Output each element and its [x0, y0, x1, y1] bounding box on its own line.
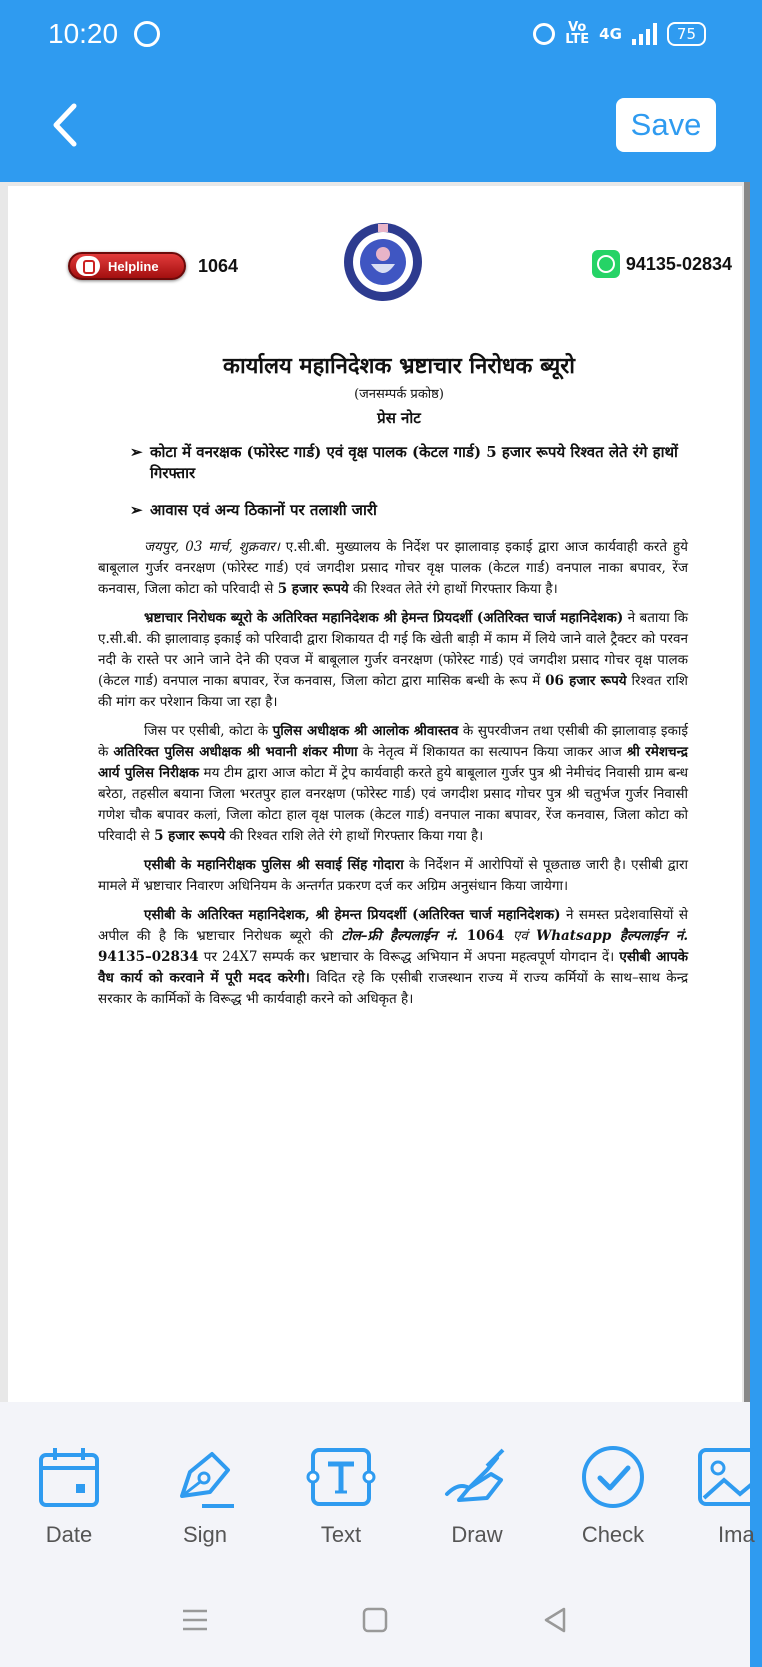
- headline-text: आवास एवं अन्य ठिकानों पर तलाशी जारी: [150, 501, 377, 519]
- p4-ig: एसीबी के महानिरीक्षक पुलिस श्री सवाई सिंह गोदारा: [144, 857, 404, 873]
- phone-icon: [76, 256, 100, 276]
- signal-bars-icon: [632, 23, 657, 45]
- app-header: [0, 0, 750, 182]
- dateline: जयपुर, 03 मार्च, शुक्रवार।: [144, 539, 280, 555]
- p5-text-a: ने समस्त प्रदेशवासियों से अपील की है कि भ्रष्टाचार निरोधक ब्यूरो की: [98, 907, 688, 944]
- p2-text: ने बताया कि ए.सी.बी. की झालावाड़ इकाई को परिवादी द्वारा शिकायत दी गई कि खेती बाड़ी में काम में लिये जाने वाले ट्रैक्टर को परवन नदी के रास्ते पर आने जाने देने की एवज में बाबूलाल गुर्जर वनरक्षण (फोरेस्ट गार्ड) एवं जगदीश प्रसाद गोचर वृक्ष पालक (केटल गार्ड) वनपाल नाका बपावर, रेंज कनवास, जिला कोटा द्वारा मासिक बन्धी के रूप में: [98, 610, 688, 689]
- status-indicators: [533, 22, 706, 46]
- text-tool-label: Text: [320, 1522, 362, 1547]
- p3-text-c: के नेतृत्व में शिकायत का सत्यापन किया जाकर आज: [357, 744, 627, 760]
- status-bar: [48, 14, 706, 54]
- check-circle-icon: [580, 1444, 646, 1510]
- office-subtitle: (जनसम्पर्क प्रकोष्ठ): [354, 387, 444, 402]
- whatsapp-label: Whatsapp हैल्पलाईन नं.: [536, 928, 689, 944]
- drawing-hand-icon: [439, 1444, 515, 1510]
- chevron-left-icon: [44, 100, 88, 150]
- paragraph-4: [98, 855, 688, 897]
- p1-text-end: की रिश्वत लेते रंगे हाथों गिरफ्तार किया है।: [348, 581, 558, 597]
- whatsapp-block: [592, 250, 732, 278]
- p3-sp: पुलिस अधीक्षक श्री आलोक श्रीवास्तव: [272, 723, 459, 739]
- headline-bullets: [130, 442, 688, 521]
- p2-text-end: रिश्वत राशि की मांग कर परेशान किया जा रहा है।: [98, 673, 688, 710]
- p5-adg: एसीबी के अतिरिक्त महानिदेशक, श्री हेमन्त प्रियदर्शी (अतिरिक्त चार्ज महानिदेशक): [144, 907, 561, 923]
- image-tool[interactable]: [690, 1444, 755, 1548]
- document-viewport[interactable]: [0, 182, 750, 1402]
- p3-text-b: के सुपरवीजन तथा एसीबी की झालावाड़ इकाई के: [98, 723, 688, 760]
- p1-text: ए.सी.बी. मुख्यालय के निर्देश पर झालावाड़ इकाई द्वारा आज कार्यवाही करते हुये बाबूलाल गुर्जर वनरक्षण (फोरेस्ट गार्ड) एवं जगदीश प्रसाद गोचर वृक्ष पालक (केटल गार्ड) वनपाल नाका बपावर, रेंज कनवास, जिला कोटा को परिवादी से: [98, 539, 688, 597]
- status-time: 10:20: [48, 18, 119, 49]
- p5-text-b: पर 24X7 सम्पर्क कर भ्रष्टाचार के विरूद्ध अभियान में अपना महत्वपूर्ण योगदान दें।: [198, 949, 620, 965]
- volte-bottom: LTE: [565, 32, 590, 47]
- menu-icon[interactable]: [180, 1605, 210, 1635]
- helpline-block: [68, 252, 238, 280]
- headline-bullet: [130, 500, 688, 521]
- p2-amount: 06 हजार रूपये: [545, 673, 627, 689]
- p3-amount: 5 हजार रूपये: [154, 828, 226, 844]
- p5-text-c: विदित रहे कि एसीबी राजस्थान राज्य में राज्य कर्मियों के साथ–साथ केन्द्र सरकार के कार्मिकों के विरूद्ध भी कार्यवाही करने को अधिकृत है।: [98, 970, 688, 1007]
- headline-bullet: [130, 442, 688, 484]
- paragraph-3: [98, 721, 688, 847]
- p3-text-e: की रिश्वत राशि लेते रंगे हाथों गिरफ्तार किया गया है।: [225, 828, 484, 844]
- tollfree-number: 1064: [458, 928, 513, 944]
- page-edge: [744, 182, 750, 1402]
- p3-text-a: जिस पर एसीबी, कोटा के: [144, 723, 273, 739]
- edit-toolbar: [0, 1402, 755, 1667]
- p3-inspector: श्री रमेशचन्द्र आर्य पुलिस निरीक्षक: [98, 744, 688, 781]
- headline-text: कोटा में वनरक्षक (फोरेस्ट गार्ड) एवं वृक्ष पालक (केटल गार्ड) 5 हजार रूपये रिश्वत लेते रंगे हाथों गिरफ्तार: [150, 443, 678, 482]
- p2-official: भ्रष्टाचार निरोधक ब्यूरो के अतिरिक्त महानिदेशक श्री हेमन्त प्रियदर्शी (अतिरिक्त चार्ज महानिदेशक): [144, 610, 624, 626]
- helpline-badge: [68, 252, 186, 280]
- text-tool[interactable]: [286, 1444, 396, 1548]
- draw-tool-label: Draw: [451, 1522, 503, 1547]
- volte-indicator: [565, 22, 589, 46]
- draw-tool[interactable]: [422, 1444, 532, 1548]
- sign-tool[interactable]: [150, 1444, 260, 1548]
- alarm-icon: [533, 23, 555, 45]
- pen-nib-icon: [172, 1444, 238, 1510]
- whatsapp-notification-icon: [134, 21, 160, 47]
- sign-tool-label: Sign: [182, 1522, 228, 1547]
- back-triangle-icon[interactable]: [540, 1605, 570, 1635]
- p3-asp: अतिरिक्त पुलिस अधीक्षक श्री भवानी शंकर मीणा: [113, 744, 358, 760]
- network-type: 4G: [599, 25, 622, 43]
- whatsapp-helpline-number: 94135–02834: [98, 949, 199, 965]
- p5-assurance: एसीबी आपके वैध कार्य को करवाने में पूरी मदद करेगी।: [98, 949, 688, 986]
- press-note-heading: प्रेस नोट: [377, 409, 421, 427]
- whatsapp-number: 94135-02834: [625, 253, 732, 274]
- office-title: कार्यालय महानिदेशक भ्रष्टाचार निरोधक ब्यूरो: [223, 353, 575, 379]
- document-page[interactable]: [8, 186, 742, 1402]
- system-nav-bar: [0, 1597, 750, 1647]
- whatsapp-icon: [592, 250, 620, 278]
- check-tool[interactable]: [558, 1444, 668, 1548]
- back-button[interactable]: [44, 100, 88, 150]
- paragraph-2: [98, 608, 688, 713]
- p4-text: के निर्देशन में आरोपियों से पूछताछ जारी है। एसीबी द्वारा मामले में भ्रष्टाचार निवारण अधिनियम के अन्तर्गत प्रकरण दर्ज कर अग्रिम अनुसंधान किया जायेगा।: [98, 857, 688, 894]
- text-box-icon: [303, 1444, 379, 1510]
- acb-emblem-icon: [342, 220, 424, 306]
- battery-icon: 75: [667, 22, 706, 46]
- arrow-bullet-icon: ➢: [130, 501, 143, 519]
- home-icon[interactable]: [360, 1605, 390, 1635]
- letterhead: [100, 220, 732, 350]
- press-release: [98, 220, 732, 1010]
- paragraph-1: [98, 537, 688, 600]
- helpline-number: 1064: [198, 255, 239, 276]
- check-tool-label: Check: [581, 1522, 645, 1547]
- tollfree-label: टोल–फ्री हैल्पलाईन नं.: [341, 928, 459, 944]
- image-tool-label: Ima: [718, 1522, 755, 1547]
- save-button[interactable]: Save: [616, 98, 716, 152]
- paragraph-5: [98, 905, 688, 1010]
- volte-top: Vo: [568, 20, 587, 35]
- arrow-bullet-icon: ➢: [130, 443, 143, 461]
- image-icon: [696, 1444, 762, 1510]
- p1-amount: 5 हजार रूपये: [277, 581, 349, 597]
- helpline-label: Helpline: [108, 258, 159, 274]
- date-tool-label: Date: [45, 1522, 93, 1547]
- p5-conj: एवं: [512, 928, 537, 944]
- date-tool[interactable]: [14, 1444, 124, 1548]
- p3-text-d: मय टीम द्वारा आज कोटा में ट्रेप कार्यवाही करते हुये बाबूलाल गुर्जर पुत्र श्री नेमीचंद निवासी ग्राम बन्ध बरेठा, तहसील बयाना जिला भरतपुर हाल वनरक्षण (फोरेस्ट गार्ड) एवं जगदीश प्रसाद गोचर पुत्र श्री चतुर्भज गुर्जर निवासी गणेश चौक बपावर कलां, जिला कोटा हाल वृक्ष पालक (केटल गार्ड) वनपाल नाका बपावर, रेंज कनवास, जिला कोटा को परिवादी से: [98, 765, 688, 844]
- calendar-icon: [36, 1444, 102, 1510]
